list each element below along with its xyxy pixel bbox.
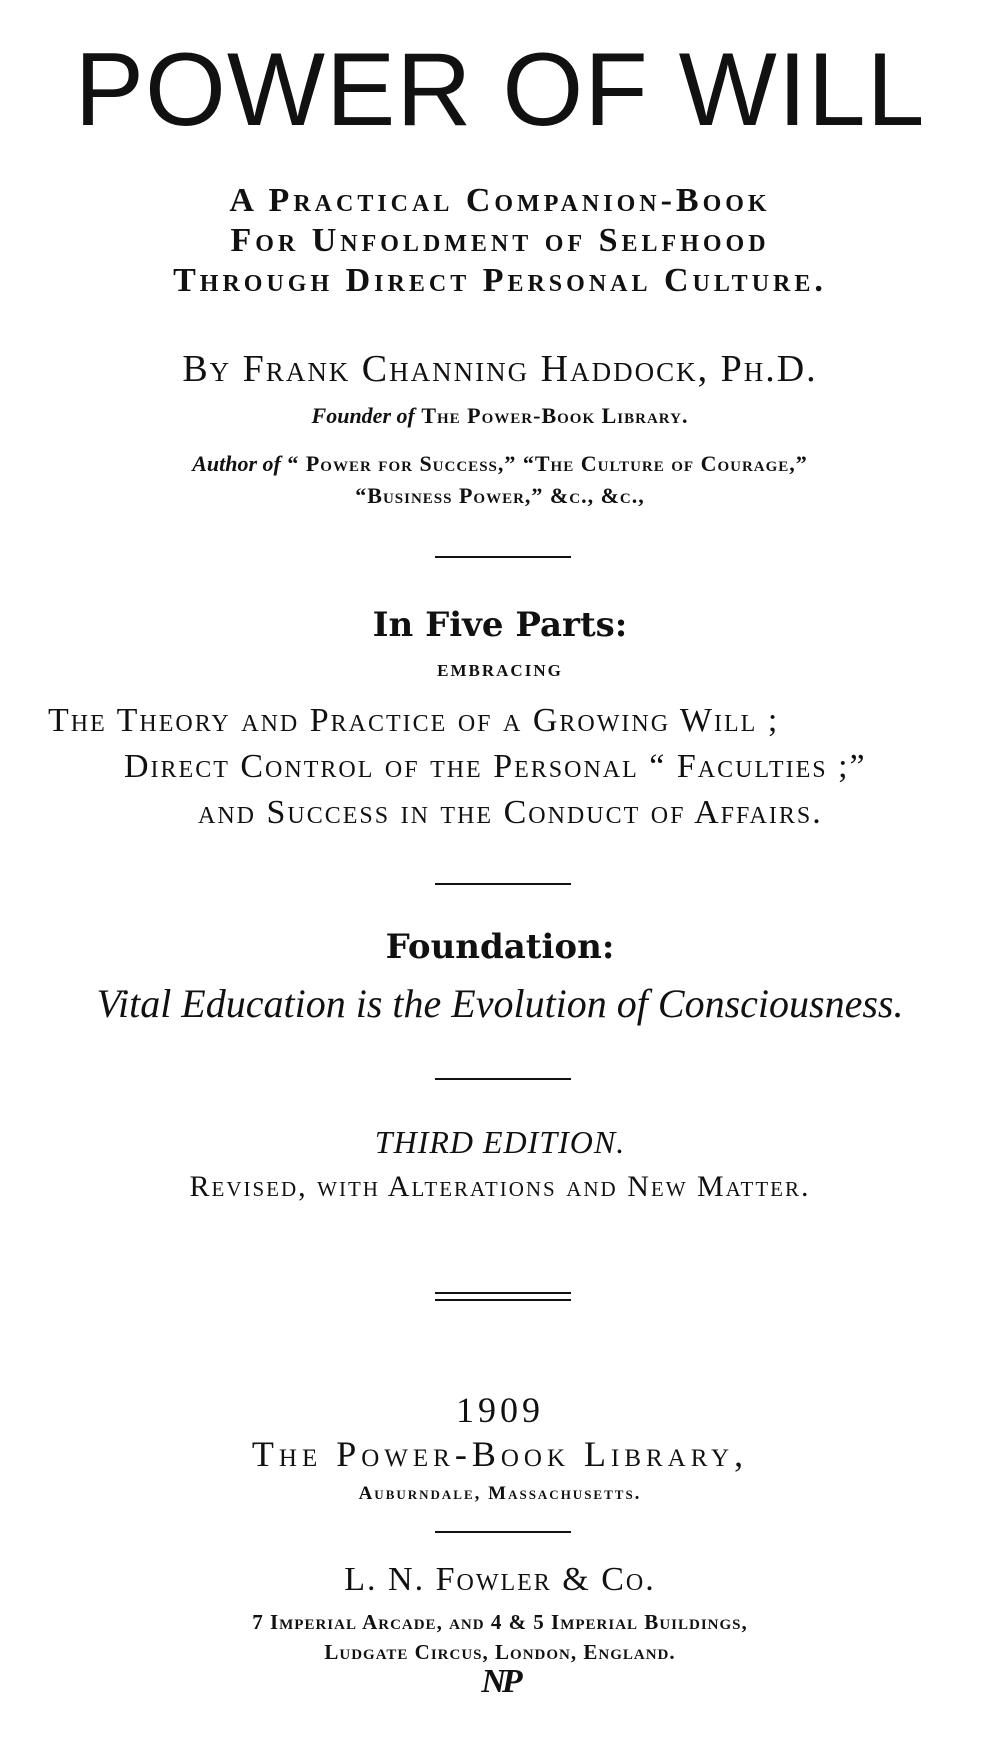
divider-rule — [435, 1531, 571, 1533]
author-founder — [0, 405, 1000, 427]
parts-embracing: EMBRACING — [437, 661, 563, 680]
edition-note: Revised, with Alterations and New Matter. — [189, 1170, 811, 1203]
divider-rule — [435, 883, 571, 885]
distributor-address-line-2: Ludgate Circus, London, England. — [324, 1640, 676, 1664]
publisher-place: Auburndale, Massachusetts. — [358, 1483, 642, 1504]
subtitle-line-1: A Practical Companion-Book — [229, 182, 771, 219]
works-lead: Author of — [192, 451, 281, 476]
publisher-monogram: NP — [481, 1663, 519, 1700]
foundation-heading: Foundation: — [385, 927, 615, 967]
publisher-name: The Power-Book Library, — [251, 1434, 749, 1474]
subtitle-line-2: For Unfoldment of Selfhood — [230, 222, 770, 259]
parts-heading: In Five Parts: — [372, 605, 628, 645]
parts-line-3: and Success in the Conduct of Affairs. — [198, 794, 823, 831]
subtitle-line-3: Through Direct Personal Culture. — [173, 262, 827, 299]
foundation-text: Vital Education is the Evolution of Consciousness. — [96, 981, 904, 1026]
distributor-address-line-1: 7 Imperial Arcade, and 4 & 5 Imperial Buildings, — [252, 1610, 748, 1634]
divider-rule — [435, 1078, 571, 1080]
parts-line-2: Direct Control of the Personal “ Faculties ;” — [124, 748, 867, 785]
parts-line-1: The Theory and Practice of a Growing Will ; — [48, 702, 780, 739]
founder-lead: Founder of — [311, 403, 415, 428]
book-title: POWER OF WILL — [74, 32, 926, 148]
author-byline: By Frank Channing Haddock, Ph.D. — [182, 348, 818, 390]
publication-year: 1909 — [456, 1390, 544, 1430]
author-works-line-2: “Business Power,” &c., &c., — [355, 483, 645, 508]
works-titles-1: “ Power for Success,” “The Culture of Courage,” — [287, 451, 808, 476]
distributor-name: L. N. Fowler & Co. — [344, 1561, 656, 1598]
double-divider-rule — [435, 1292, 571, 1301]
edition-label: THIRD EDITION. — [374, 1124, 626, 1160]
author-works-line-1 — [0, 453, 1000, 475]
divider-rule — [435, 556, 571, 558]
founder-library: The Power-Book Library. — [421, 403, 689, 428]
